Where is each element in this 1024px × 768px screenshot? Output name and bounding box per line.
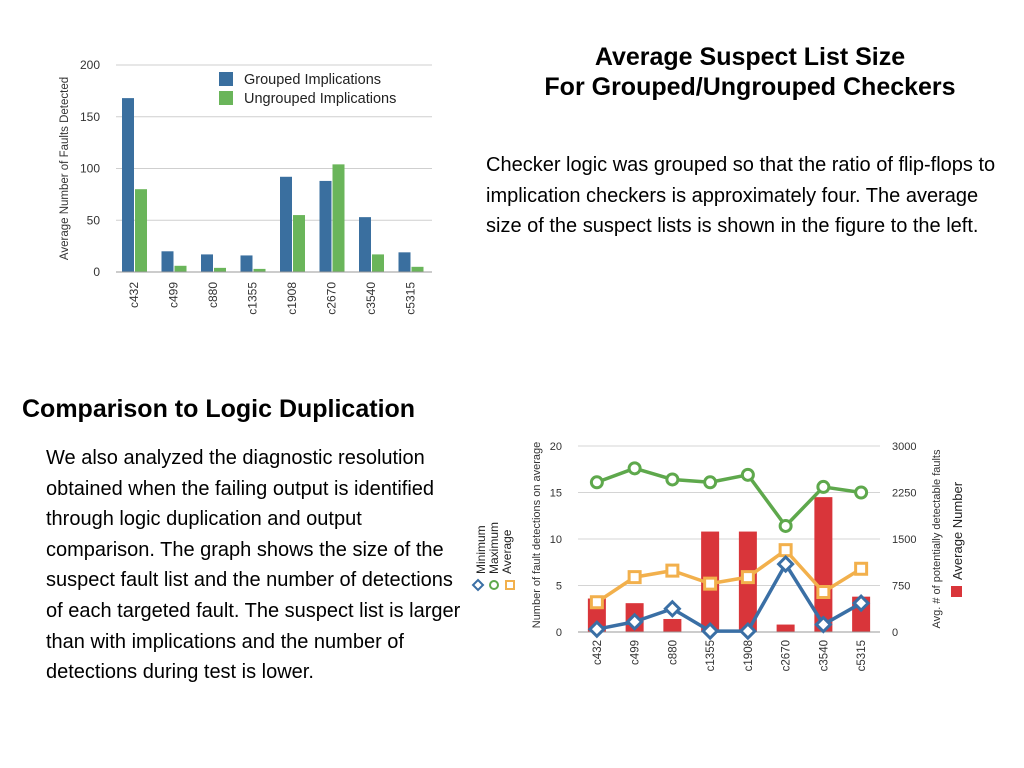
x-tick-label: c499: [629, 640, 642, 665]
legend-label: Ungrouped Implications: [244, 91, 397, 107]
bar-average-number: [663, 619, 681, 632]
title-line-2: For Grouped/Ungrouped Checkers: [544, 73, 956, 101]
x-tick-label: c432: [591, 640, 604, 665]
legend-marker-minimum: [473, 580, 483, 590]
y-tick-label: 0: [93, 265, 100, 279]
bar-average-number: [777, 625, 795, 632]
right-tick-label: 3000: [892, 441, 917, 453]
bar-average-number: [852, 597, 870, 632]
bar-ungrouped: [175, 266, 187, 272]
legend-label: Grouped Implications: [244, 72, 382, 88]
right-tick-label: 0: [892, 627, 899, 639]
x-tick-label: c3540: [364, 282, 378, 315]
legend-swatch-average-number: [951, 586, 962, 597]
bar-ungrouped: [333, 164, 345, 272]
point-average: [591, 597, 602, 608]
point-maximum: [818, 481, 829, 492]
x-tick-label: c1908: [285, 282, 299, 315]
point-minimum: [665, 602, 679, 616]
x-tick-label: c1355: [245, 282, 260, 315]
point-minimum: [741, 624, 755, 638]
point-average: [742, 572, 753, 583]
point-maximum: [856, 487, 867, 498]
bar-average-number: [701, 532, 719, 632]
bar-grouped: [241, 255, 253, 272]
x-tick-label: c2670: [780, 640, 793, 672]
bar-average-number: [814, 497, 832, 632]
right-tick-label: 750: [892, 580, 911, 593]
right-axis-label: Avg. # of potentially detectable faults: [931, 449, 943, 629]
right-tick-label: 2250: [892, 487, 917, 500]
x-tick-label: c499: [166, 282, 181, 309]
bar-grouped: [122, 98, 134, 272]
legend-label: Maximum: [487, 521, 501, 574]
x-tick-label: c5315: [403, 282, 418, 315]
bar-grouped: [320, 181, 332, 272]
y-tick-label: 50: [86, 213, 100, 228]
point-maximum: [667, 474, 678, 485]
point-average: [705, 578, 716, 589]
bar-ungrouped: [214, 268, 226, 272]
bar-average-number: [588, 599, 606, 632]
legend-marker-maximum: [490, 581, 498, 589]
point-maximum: [742, 469, 753, 480]
series-line-minimum: [597, 564, 861, 631]
point-maximum: [591, 477, 602, 488]
bar-ungrouped: [412, 267, 424, 272]
bar-average-number: [626, 603, 644, 632]
bar-grouped: [399, 252, 411, 272]
point-minimum: [779, 557, 793, 571]
x-tick-label: c2670: [324, 282, 339, 315]
legend-label: Minimum: [474, 525, 488, 574]
point-average: [629, 572, 640, 583]
point-average: [818, 587, 829, 598]
legend-marker-average: [506, 581, 514, 589]
x-tick-label: c880: [206, 282, 220, 309]
bar-grouped: [359, 217, 371, 272]
left-tick-label: 15: [549, 487, 562, 500]
bar-average-number: [739, 532, 757, 632]
description-paragraph: Checker logic was grouped so that the ratio of flip-flops to implication checkers is approximately four. The average size of the suspect lists is shown in the figure to the left.: [486, 154, 996, 237]
left-tick-label: 10: [549, 534, 562, 546]
bar-grouped: [201, 254, 213, 272]
y-tick-label: 200: [79, 58, 100, 72]
right-tick-label: 1500: [892, 534, 917, 546]
x-tick-label: c1908: [742, 640, 755, 672]
bar-ungrouped: [135, 189, 147, 272]
point-average: [856, 563, 867, 574]
x-tick-label: c1355: [705, 640, 718, 672]
point-average: [780, 545, 791, 556]
legend-swatch: [219, 72, 233, 86]
section-heading: Comparison to Logic Duplication: [22, 395, 416, 423]
point-maximum: [780, 520, 791, 531]
x-tick-label: c432: [127, 282, 141, 309]
left-axis-label: Number of fault detections on average: [531, 441, 543, 629]
left-tick-label: 20: [549, 441, 562, 453]
bar-ungrouped: [293, 215, 305, 272]
point-minimum: [703, 624, 717, 638]
point-minimum: [854, 596, 868, 610]
x-tick-label: c5315: [856, 640, 869, 672]
bar-ungrouped: [372, 254, 384, 272]
bar-ungrouped: [254, 269, 266, 272]
left-tick-label: 5: [555, 580, 562, 593]
bar-grouped: [162, 251, 174, 272]
legend-label: Average: [500, 529, 514, 574]
point-minimum: [816, 618, 830, 632]
point-maximum: [629, 463, 640, 474]
left-tick-label: 0: [555, 627, 562, 639]
point-minimum: [590, 622, 604, 636]
bar-grouped: [280, 177, 292, 272]
y-tick-label: 100: [79, 161, 100, 176]
slide-title: [490, 42, 1010, 102]
point-minimum: [628, 615, 642, 629]
legend-label: Average Number: [950, 481, 965, 580]
series-line-maximum: [597, 468, 861, 526]
legend-swatch: [219, 91, 233, 105]
point-maximum: [705, 477, 716, 488]
series-line-average: [597, 550, 861, 602]
comparison-paragraph: We also analyzed the diagnostic resolution obtained when the failing output is identified through logic duplication and output comparison. The graph shows the size of the suspect fault list and the number of detections of each targeted fault. The suspect list is larger than with implications and the number of detections during test is lower.: [46, 447, 461, 684]
title-line-1: Average Suspect List Size: [594, 43, 906, 71]
y-axis-label: Average Number of Faults Detected: [59, 76, 71, 261]
x-tick-label: c880: [667, 640, 680, 665]
x-tick-label: c3540: [818, 640, 831, 672]
point-average: [667, 565, 678, 576]
y-tick-label: 150: [79, 109, 100, 124]
